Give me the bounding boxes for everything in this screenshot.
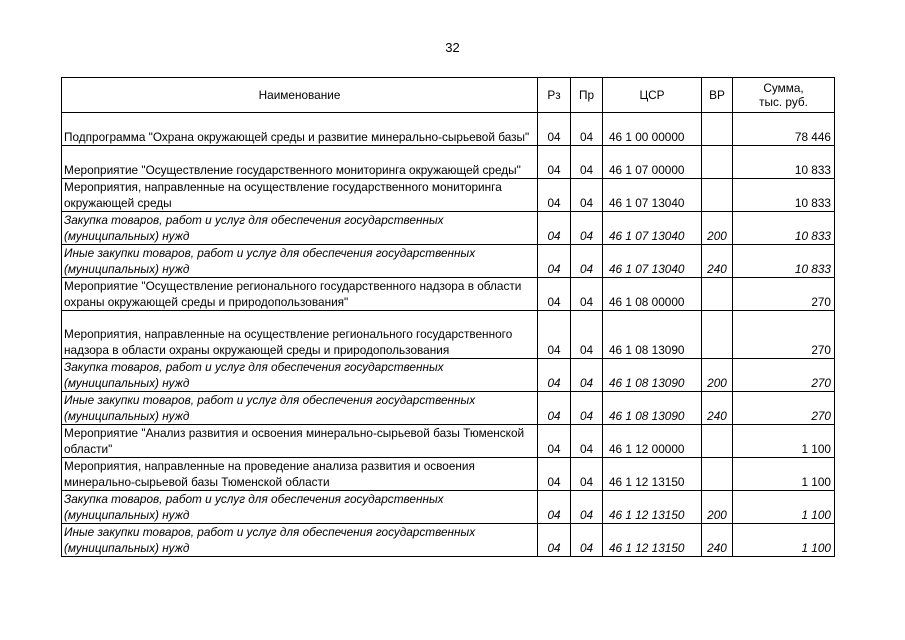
row-sum-cell: 10 833 [733, 212, 835, 245]
row-name-cell: Иные закупки товаров, работ и услуг для обеспечения государственных (муниципальных) нужд [62, 245, 538, 278]
row-name-cell: Закупка товаров, работ и услуг для обеспечения государственных (муниципальных) нужд [62, 491, 538, 524]
table-row [62, 524, 835, 557]
row-sum-cell: 1 100 [733, 425, 835, 458]
row-sum-cell: 1 100 [733, 491, 835, 524]
row-pr-cell: 04 [571, 311, 603, 359]
row-sum-cell: 1 100 [733, 524, 835, 557]
row-csr-cell: 46 1 12 13150 [603, 524, 702, 557]
row-sum-cell: 270 [733, 359, 835, 392]
table-row [62, 146, 835, 179]
row-rz-cell: 04 [538, 278, 571, 311]
row-csr-cell: 46 1 00 00000 [603, 113, 702, 146]
header-sum-line2: тыс. руб. [759, 95, 808, 109]
row-name-cell: Закупка товаров, работ и услуг для обеспечения государственных (муниципальных) нужд [62, 212, 538, 245]
table-body [62, 113, 835, 557]
row-vr-cell: 240 [702, 245, 733, 278]
row-rz-cell: 04 [538, 425, 571, 458]
row-vr-cell: 200 [702, 212, 733, 245]
row-vr-cell: 200 [702, 359, 733, 392]
row-csr-cell: 46 1 07 13040 [603, 179, 702, 212]
row-name-cell: Подпрограмма "Охрана окружающей среды и развитие минерально-сырьевой базы" [62, 113, 538, 146]
row-name-cell: Мероприятия, направленные на осуществление государственного мониторинга окружающей среды [62, 179, 538, 212]
row-vr-cell: 240 [702, 524, 733, 557]
table-row [62, 311, 835, 359]
row-csr-cell: 46 1 08 13090 [603, 311, 702, 359]
row-pr-cell: 04 [571, 179, 603, 212]
row-sum-cell: 270 [733, 278, 835, 311]
row-vr-cell [702, 458, 733, 491]
row-sum-cell: 270 [733, 392, 835, 425]
header-csr: ЦСР [603, 78, 702, 113]
row-rz-cell: 04 [538, 392, 571, 425]
row-pr-cell: 04 [571, 359, 603, 392]
row-rz-cell: 04 [538, 245, 571, 278]
row-csr-cell: 46 1 12 13150 [603, 458, 702, 491]
row-rz-cell: 04 [538, 212, 571, 245]
table-row [62, 491, 835, 524]
row-vr-cell [702, 311, 733, 359]
row-rz-cell: 04 [538, 491, 571, 524]
row-pr-cell: 04 [571, 425, 603, 458]
row-vr-cell [702, 278, 733, 311]
row-pr-cell: 04 [571, 278, 603, 311]
row-rz-cell: 04 [538, 458, 571, 491]
header-sum-line1: Сумма, [763, 81, 804, 95]
header-rz: Рз [538, 78, 571, 113]
row-vr-cell [702, 425, 733, 458]
row-sum-cell: 10 833 [733, 179, 835, 212]
row-sum-cell: 270 [733, 311, 835, 359]
row-name-cell: Мероприятие "Осуществление регионального государственного надзора в области охраны окружающей среды и природопользования" [62, 278, 538, 311]
table-row [62, 425, 835, 458]
row-name-cell: Мероприятия, направленные на осуществление регионального государственного надзора в области охраны окружающей среды и природопользования [62, 311, 538, 359]
row-vr-cell [702, 113, 733, 146]
row-vr-cell: 200 [702, 491, 733, 524]
row-name-cell: Иные закупки товаров, работ и услуг для обеспечения государственных (муниципальных) нужд [62, 524, 538, 557]
row-name-cell: Закупка товаров, работ и услуг для обеспечения государственных (муниципальных) нужд [62, 359, 538, 392]
row-csr-cell: 46 1 12 13150 [603, 491, 702, 524]
row-csr-cell: 46 1 07 00000 [603, 146, 702, 179]
row-rz-cell: 04 [538, 113, 571, 146]
row-pr-cell: 04 [571, 458, 603, 491]
row-csr-cell: 46 1 07 13040 [603, 212, 702, 245]
row-csr-cell: 46 1 08 00000 [603, 278, 702, 311]
row-sum-cell: 78 446 [733, 113, 835, 146]
row-sum-cell: 10 833 [733, 146, 835, 179]
row-name-cell: Иные закупки товаров, работ и услуг для обеспечения государственных (муниципальных) нужд [62, 392, 538, 425]
budget-table [61, 77, 835, 557]
row-pr-cell: 04 [571, 212, 603, 245]
row-csr-cell: 46 1 08 13090 [603, 392, 702, 425]
row-vr-cell [702, 146, 733, 179]
row-pr-cell: 04 [571, 491, 603, 524]
row-csr-cell: 46 1 12 00000 [603, 425, 702, 458]
table-row [62, 278, 835, 311]
row-name-cell: Мероприятие "Анализ развития и освоения минерально-сырьевой базы Тюменской области" [62, 425, 538, 458]
header-name: Наименование [62, 78, 538, 113]
row-vr-cell [702, 179, 733, 212]
row-rz-cell: 04 [538, 524, 571, 557]
header-pr: Пр [571, 78, 603, 113]
row-name-cell: Мероприятия, направленные на проведение анализа развития и освоения минерально-сырьевой базы Тюменской области [62, 458, 538, 491]
row-rz-cell: 04 [538, 359, 571, 392]
table-row [62, 245, 835, 278]
row-pr-cell: 04 [571, 113, 603, 146]
row-csr-cell: 46 1 07 13040 [603, 245, 702, 278]
row-pr-cell: 04 [571, 392, 603, 425]
row-pr-cell: 04 [571, 524, 603, 557]
row-csr-cell: 46 1 08 13090 [603, 359, 702, 392]
row-name-cell: Мероприятие "Осуществление государственного мониторинга окружающей среды" [62, 146, 538, 179]
table-row [62, 458, 835, 491]
header-vr: ВР [702, 78, 733, 113]
page-number: 32 [445, 40, 460, 55]
table-header-row [62, 78, 835, 113]
row-rz-cell: 04 [538, 311, 571, 359]
table-row [62, 113, 835, 146]
row-sum-cell: 1 100 [733, 458, 835, 491]
header-sum [733, 78, 835, 113]
row-sum-cell: 10 833 [733, 245, 835, 278]
row-rz-cell: 04 [538, 179, 571, 212]
row-rz-cell: 04 [538, 146, 571, 179]
row-vr-cell: 240 [702, 392, 733, 425]
row-pr-cell: 04 [571, 146, 603, 179]
table-row [62, 212, 835, 245]
table-row [62, 359, 835, 392]
row-pr-cell: 04 [571, 245, 603, 278]
table-row [62, 179, 835, 212]
table-row [62, 392, 835, 425]
